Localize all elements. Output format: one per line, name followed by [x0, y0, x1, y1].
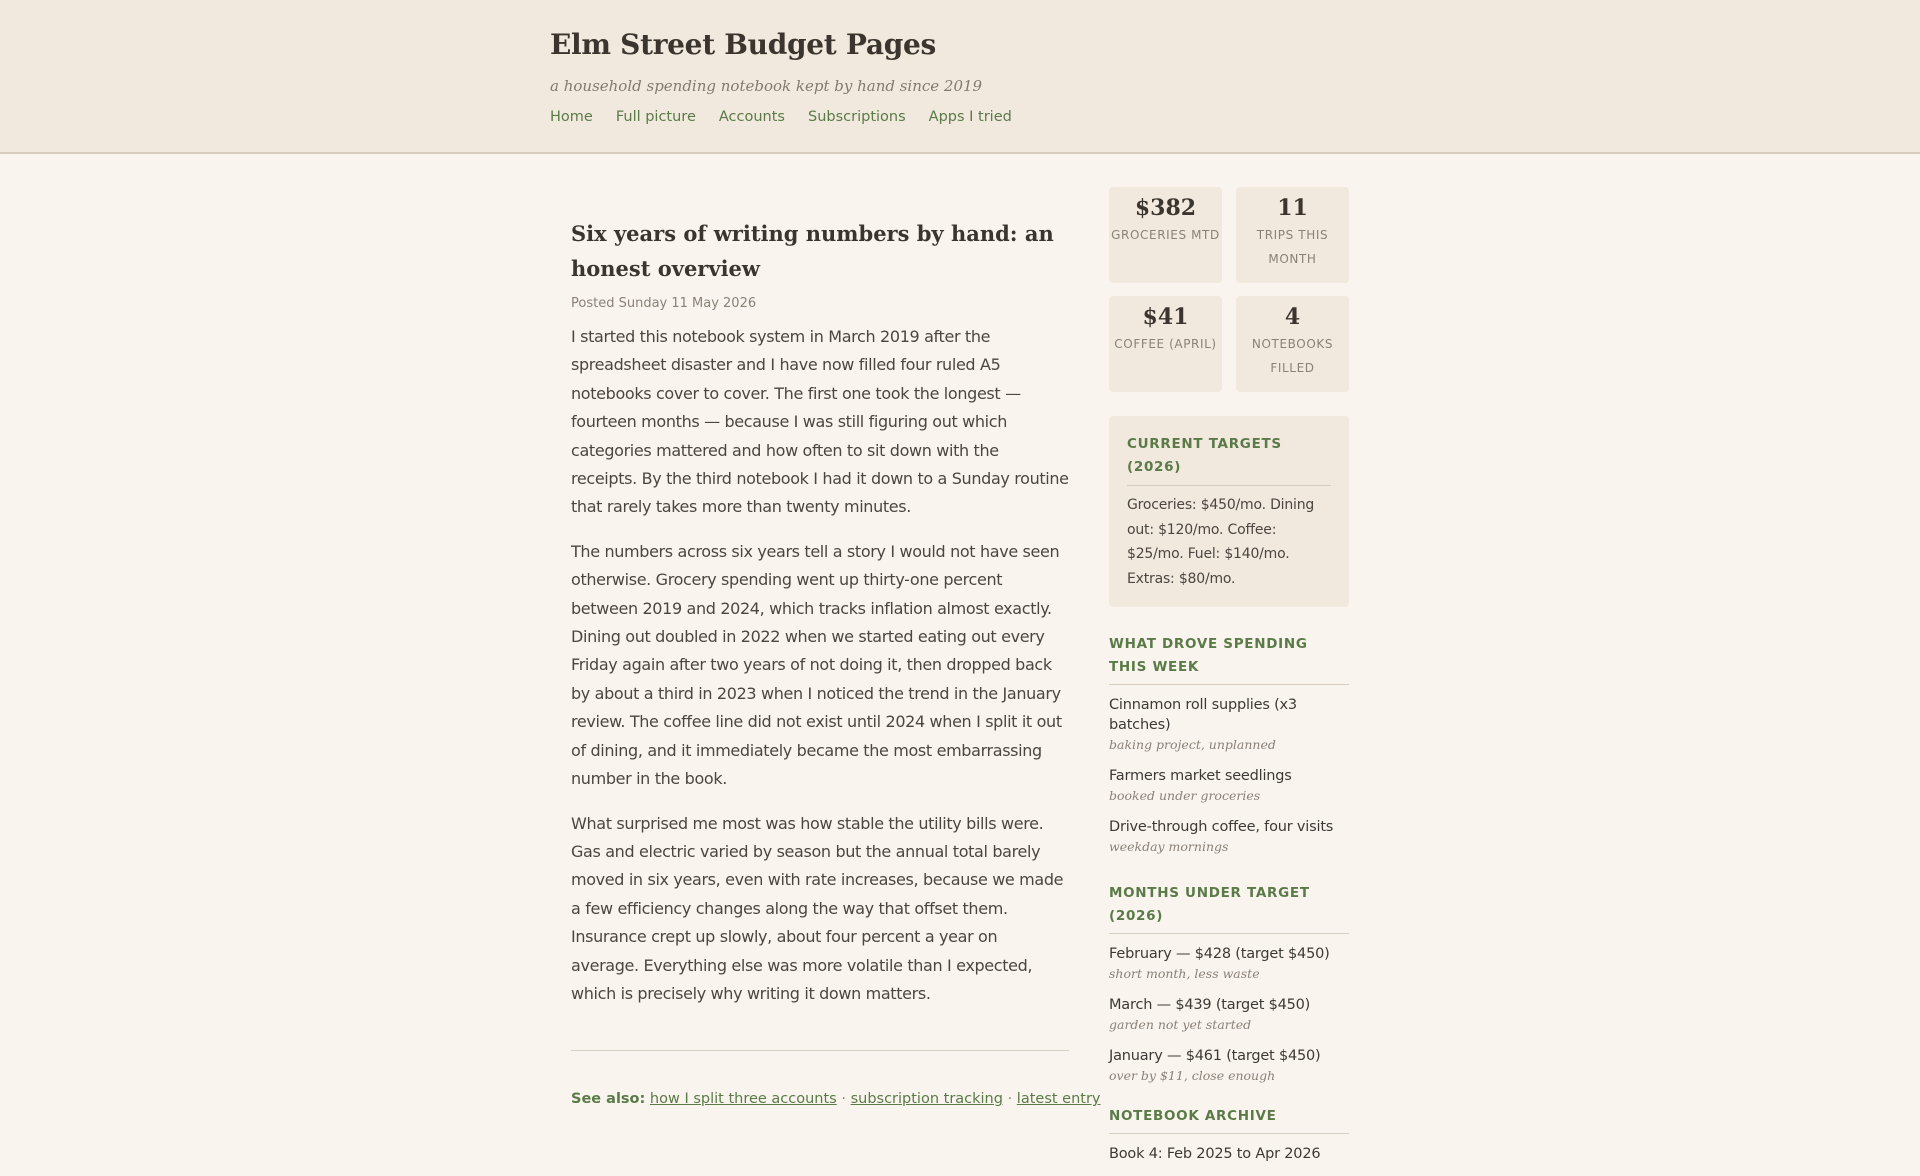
item-main: January — $461 (target $450)	[1109, 1048, 1321, 1064]
drivers-list	[1109, 695, 1349, 856]
post-paragraph: The numbers across six years tell a story I would not have seen otherwise. Grocery spending went up thirty-one percent between 2019 and 2024, which tracks inflation almost exactly. Dining out doubled in 2022 when we started eating out every Friday again after two years of not doing it, then dropped back by about a third in 2023 when I noticed the trend in the January review. The coffee line did not exist until 2024 when I split it out of dining, and it immediately became the most embarrassing number in the book.	[571, 541, 1062, 789]
nav-home[interactable]: Home	[550, 109, 593, 125]
list-item	[1109, 1046, 1349, 1085]
sidebar	[1109, 187, 1349, 1176]
item-note: over by $11, close enough	[1109, 1068, 1276, 1083]
stat-card-notebooks	[1236, 296, 1349, 392]
item-note: garden not yet started	[1109, 1017, 1252, 1032]
stat-label: GROCERIES MTD	[1111, 228, 1220, 242]
post-paragraph: I started this notebook system in March 2019 after the spreadsheet disaster and I have now filled four ruled A5 notebooks cover to cover. The first one took the longest — fourteen months — because I was still figuring out which categories mattered and how often to sit down with the receipts. By the third notebook I had it down to a Sunday routine that rarely takes more than twenty minutes.	[571, 327, 1069, 517]
item-note: short month, less waste	[1109, 966, 1260, 981]
see-also-label: See also:	[571, 1091, 646, 1108]
stat-value: 11	[1277, 195, 1308, 221]
post-body	[571, 323, 1069, 1008]
nav-accounts[interactable]: Accounts	[718, 109, 785, 125]
archive-list	[1109, 1144, 1349, 1164]
see-also-link-accounts[interactable]: how I split three accounts	[649, 1091, 837, 1108]
main-nav	[550, 109, 1012, 125]
list-item	[1109, 766, 1349, 805]
stat-card-coffee	[1109, 296, 1222, 392]
stat-card-groceries	[1109, 187, 1222, 283]
item-note: baking project, unplanned	[1109, 737, 1276, 752]
list-item	[1109, 817, 1349, 856]
post-date: Posted Sunday 11 May 2026	[571, 296, 757, 311]
months-section	[1109, 882, 1349, 1085]
drivers-title: WHAT DROVE SPENDING THIS WEEK	[1109, 633, 1349, 685]
nav-subscriptions[interactable]: Subscriptions	[808, 109, 906, 125]
targets-text: Groceries: $450/mo. Dining out: $120/mo. Coffee: $25/mo. Fuel: $140/mo. Extras: $80/mo.	[1127, 497, 1315, 587]
item-main: Farmers market seedlings	[1109, 768, 1292, 784]
item-main: February — $428 (target $450)	[1109, 946, 1330, 962]
months-list	[1109, 944, 1349, 1085]
site-tagline: a household spending notebook kept by hand since 2019	[550, 77, 983, 95]
link-separator: ·	[841, 1091, 846, 1108]
see-also-link-latest[interactable]: latest entry	[1016, 1091, 1101, 1108]
targets-title: CURRENT TARGETS (2026)	[1127, 433, 1331, 486]
list-item[interactable]	[1109, 1144, 1349, 1164]
post-title: Six years of writing numbers by hand: an honest overview	[571, 221, 1054, 281]
archive-title: NOTEBOOK ARCHIVE	[1109, 1105, 1349, 1134]
see-also	[571, 1050, 1101, 1108]
item-note: weekday mornings	[1109, 839, 1229, 854]
stat-label: TRIPS THIS MONTH	[1256, 228, 1329, 266]
stat-grid	[1109, 187, 1349, 392]
item-main: Cinnamon roll supplies (x3 batches)	[1109, 697, 1297, 733]
see-also-link-subscriptions[interactable]: subscription tracking	[850, 1091, 1003, 1108]
post-article	[571, 216, 1101, 1108]
stat-label: COFFEE (APRIL)	[1114, 337, 1217, 351]
list-item	[1109, 995, 1349, 1034]
nav-apps-i-tried[interactable]: Apps I tried	[928, 109, 1012, 125]
link-separator: ·	[1007, 1091, 1013, 1108]
nav-full-picture[interactable]: Full picture	[615, 109, 696, 125]
stat-value: $382	[1134, 195, 1197, 221]
archive-section	[1109, 1105, 1349, 1164]
months-title: MONTHS UNDER TARGET (2026)	[1109, 882, 1349, 934]
post-paragraph: What surprised me most was how stable the utility bills were. Gas and electric varied by season but the annual total barely moved in six years, even with rate increases, because we made a few efficiency changes along the way that offset them. Insurance crept up slowly, about four percent a year on average. Everything else was more volatile than I expected, which is precisely why writing it down matters.	[571, 813, 1064, 1003]
list-item	[1109, 944, 1349, 983]
stat-card-trips	[1236, 187, 1349, 283]
drivers-section	[1109, 633, 1349, 856]
list-item	[1109, 695, 1349, 754]
site-title[interactable]: Elm Street Budget Pages	[550, 28, 936, 61]
stat-value: $41	[1142, 304, 1189, 330]
stat-value: 4	[1284, 304, 1301, 330]
site-header	[0, 0, 1920, 154]
targets-box	[1109, 416, 1349, 607]
item-main: March — $439 (target $450)	[1109, 997, 1311, 1013]
archive-item[interactable]: Book 4: Feb 2025 to Apr 2026	[1109, 1146, 1321, 1162]
stat-label: NOTEBOOKS FILLED	[1251, 337, 1334, 375]
item-note: booked under groceries	[1109, 788, 1261, 803]
item-main: Drive-through coffee, four visits	[1109, 819, 1334, 835]
